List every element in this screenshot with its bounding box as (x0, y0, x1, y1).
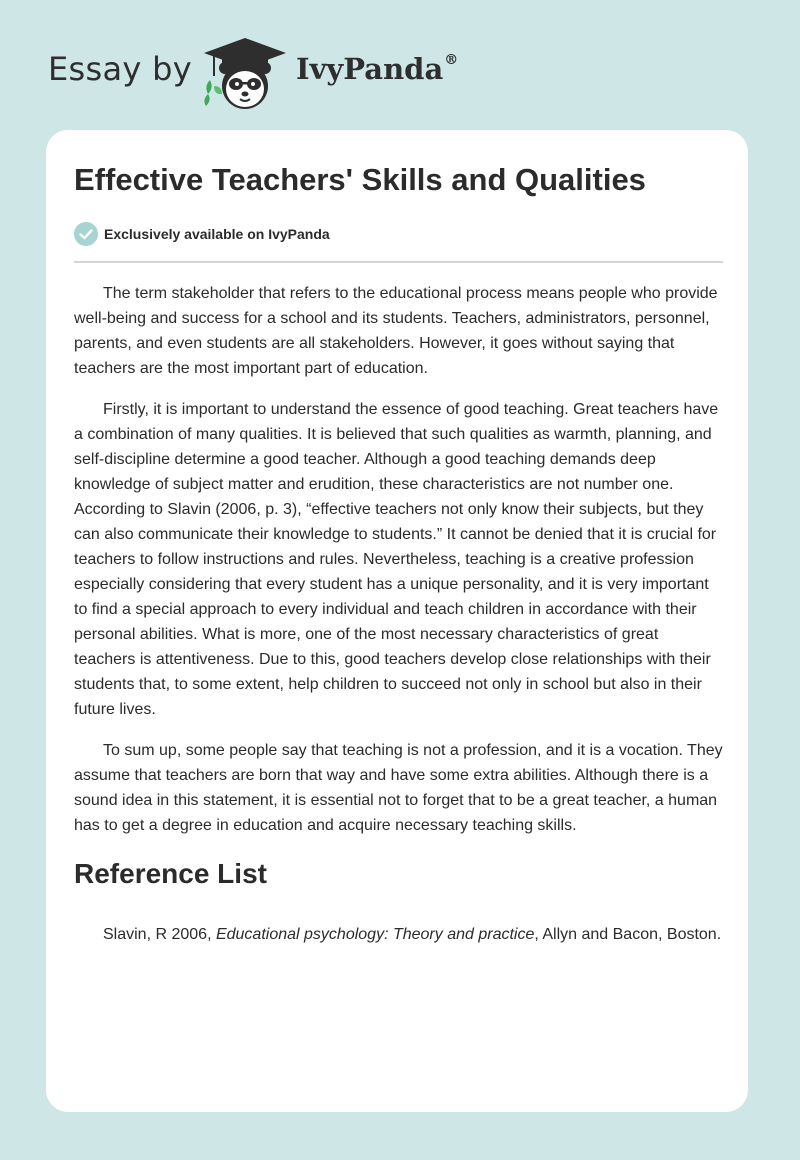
paragraph: The term stakeholder that refers to the educational process means people who provide well-being and success for a school and its students. Teachers, administrators, personnel, parents, and even students are all stakeholders. However, it goes without saying that teachers are the most important part of education. (74, 285, 718, 377)
site-header (46, 36, 646, 112)
panda-graduate-logo-icon[interactable] (202, 36, 288, 112)
essay-by-label: Essay by (48, 50, 192, 88)
reference-authors: Slavin, R 2006, (103, 926, 216, 943)
exclusive-badge-label: Exclusively available on IvyPanda (104, 226, 330, 242)
essay-body (74, 281, 724, 947)
reference-entry (74, 922, 724, 947)
title-divider (74, 261, 723, 263)
exclusive-badge (74, 222, 330, 246)
paragraph: Firstly, it is important to understand the essence of good teaching. Great teachers have a combination of many qualities. It is believed that such qualities as warmth, planning, and self-discipline determine a good teacher. Although a good teaching demands deep knowledge of subject matter and erudition, these characteristics are not number one. According to Slavin (2006, p. 3), “effective teachers not only know their subjects, but they can also communicate their knowledge to students.” It cannot be denied that it is crucial for teachers to follow instructions and rules. Nevertheless, teaching is a creative profession especially considering that every student has a unique personality, and it is very important to find a special approach to every individual and teach children in accordance with their personal abilities. What is more, one of the most necessary characteristics of great teachers is attentiveness. Due to this, good teachers develop close relationships with their students that, to some extent, help children to succeed not only in school but also in their future lives. (74, 401, 719, 718)
essay-title: Effective Teachers' Skills and Qualities (74, 162, 646, 197)
reference-publisher: , Allyn and Bacon, Boston. (534, 926, 722, 943)
essay-card (46, 130, 748, 1112)
brand-name[interactable]: IvyPanda® (296, 52, 459, 86)
reference-list-heading: Reference List (74, 858, 267, 889)
paragraph: To sum up, some people say that teaching is not a profession, and it is a vocation. They assume that teachers are born that way and have some extra abilities. Although there is a sound idea in this statement, it is essential not to forget that to be a great teacher, a human has to get a degree in education and acquire necessary teaching skills. (74, 742, 723, 834)
reference-work-title: Educational psychology: Theory and practice (215, 926, 535, 943)
check-circle-icon (74, 222, 98, 246)
